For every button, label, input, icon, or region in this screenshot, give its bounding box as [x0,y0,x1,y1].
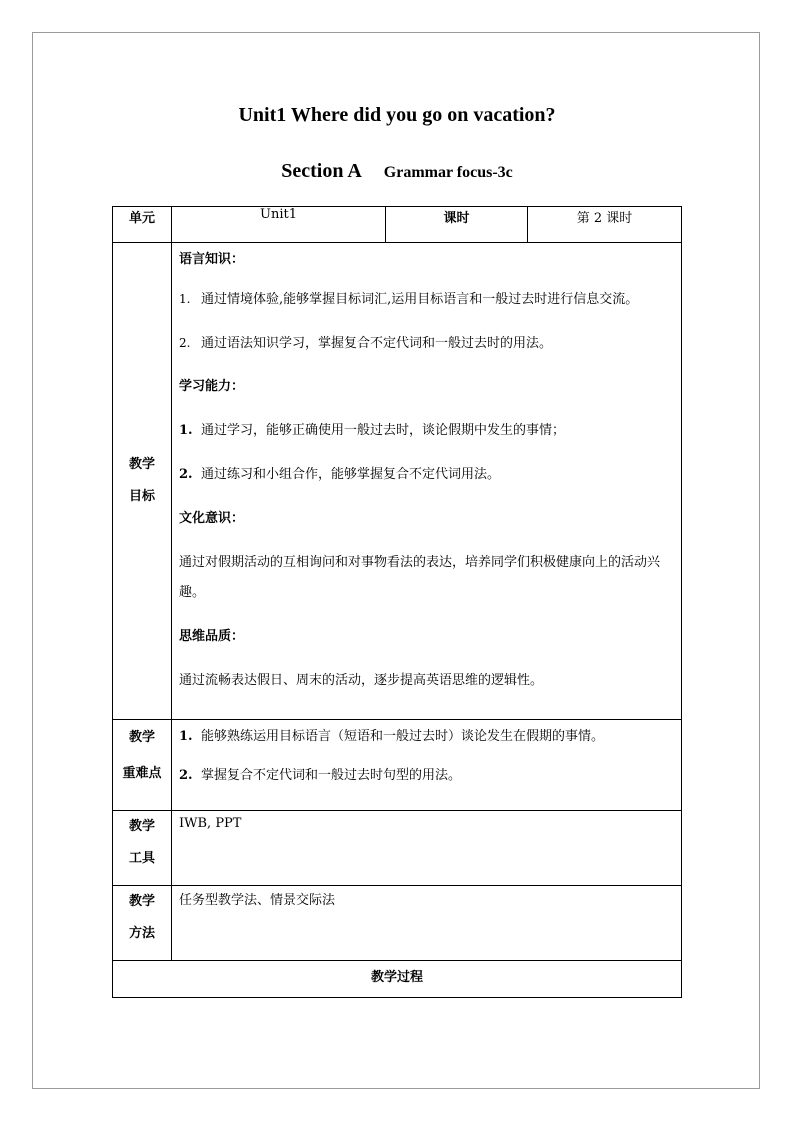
key-points-label-line2: 重难点 [122,766,162,781]
objectives-content-cell [172,243,682,720]
thinking-text: 通过流畅表达假日、周末的活动，逐步提高英语思维的逻辑性。 [179,673,544,688]
period-label-cell: 课时 [386,207,528,243]
list-text: 掌握复合不定代词和一般过去时句型的用法。 [201,768,462,783]
methods-value: 任务型教学法、情景交际法 [179,893,336,908]
list-number: 2. [179,336,191,350]
list-text: 通过练习和小组合作，能够掌握复合不定代词用法。 [201,467,501,482]
tools-label-cell [113,811,172,886]
language-item [179,321,675,365]
thinking-heading: 思维品质： [179,629,245,644]
objectives-label-cell [113,243,172,720]
ability-heading: 学习能力： [179,379,245,394]
language-item [179,277,675,321]
list-text: 通过情境体验,能够掌握目标词汇,运用目标语言和一般过去时进行信息交流。 [201,292,639,307]
header-row [113,207,682,243]
ability-item [179,409,675,453]
methods-label-line1: 教学 [128,894,155,909]
ability-item [179,453,675,497]
key-point-item [179,720,675,754]
list-number: 1. [179,292,191,306]
process-row [113,961,682,998]
topic-label: Grammar focus-3c [383,164,513,181]
list-number: 2. [179,467,193,482]
culture-text: 通过对假期活动的互相询问和对事物看法的表达，培养同学们积极健康向上的活动兴趣。 [179,555,661,600]
key-points-content-cell [172,720,682,811]
methods-label-cell [113,886,172,961]
objectives-row [113,243,682,720]
list-number: 1. [179,729,193,744]
period-value-cell: 第 2 课时 [528,207,682,243]
objectives-label-line2: 目标 [128,489,155,504]
list-text: 通过语法知识学习，掌握复合不定代词和一般过去时的用法。 [201,336,553,351]
document-subtitle [0,160,794,183]
unit-label-cell: 单元 [113,207,172,243]
tools-label-line2: 工具 [128,851,155,866]
key-points-row [113,720,682,811]
key-points-label-cell [113,720,172,811]
list-number: 2. [179,768,193,783]
language-heading: 语言知识： [179,252,245,267]
tools-value: IWB, PPT [179,816,242,831]
tools-content-cell [172,811,682,886]
tools-row [113,811,682,886]
lesson-plan-table [112,206,682,998]
list-number: 1. [179,423,193,438]
culture-heading: 文化意识： [179,511,245,526]
section-label: Section A [281,160,362,182]
document-title: Unit1 Where did you go on vacation? [238,104,556,126]
methods-row [113,886,682,961]
list-text: 能够熟练运用目标语言（短语和一般过去时）谈论发生在假期的事情。 [201,729,605,744]
list-text: 通过学习，能够正确使用一般过去时，谈论假期中发生的事情； [201,423,566,438]
tools-label-line1: 教学 [128,819,155,834]
key-points-label-line1: 教学 [128,730,155,745]
key-point-item [179,754,675,798]
process-label-cell: 教学过程 [113,961,682,998]
methods-content-cell [172,886,682,961]
objectives-label-line1: 教学 [128,457,155,472]
unit-value-cell: Unit1 [172,207,386,243]
methods-label-line2: 方法 [128,926,155,941]
